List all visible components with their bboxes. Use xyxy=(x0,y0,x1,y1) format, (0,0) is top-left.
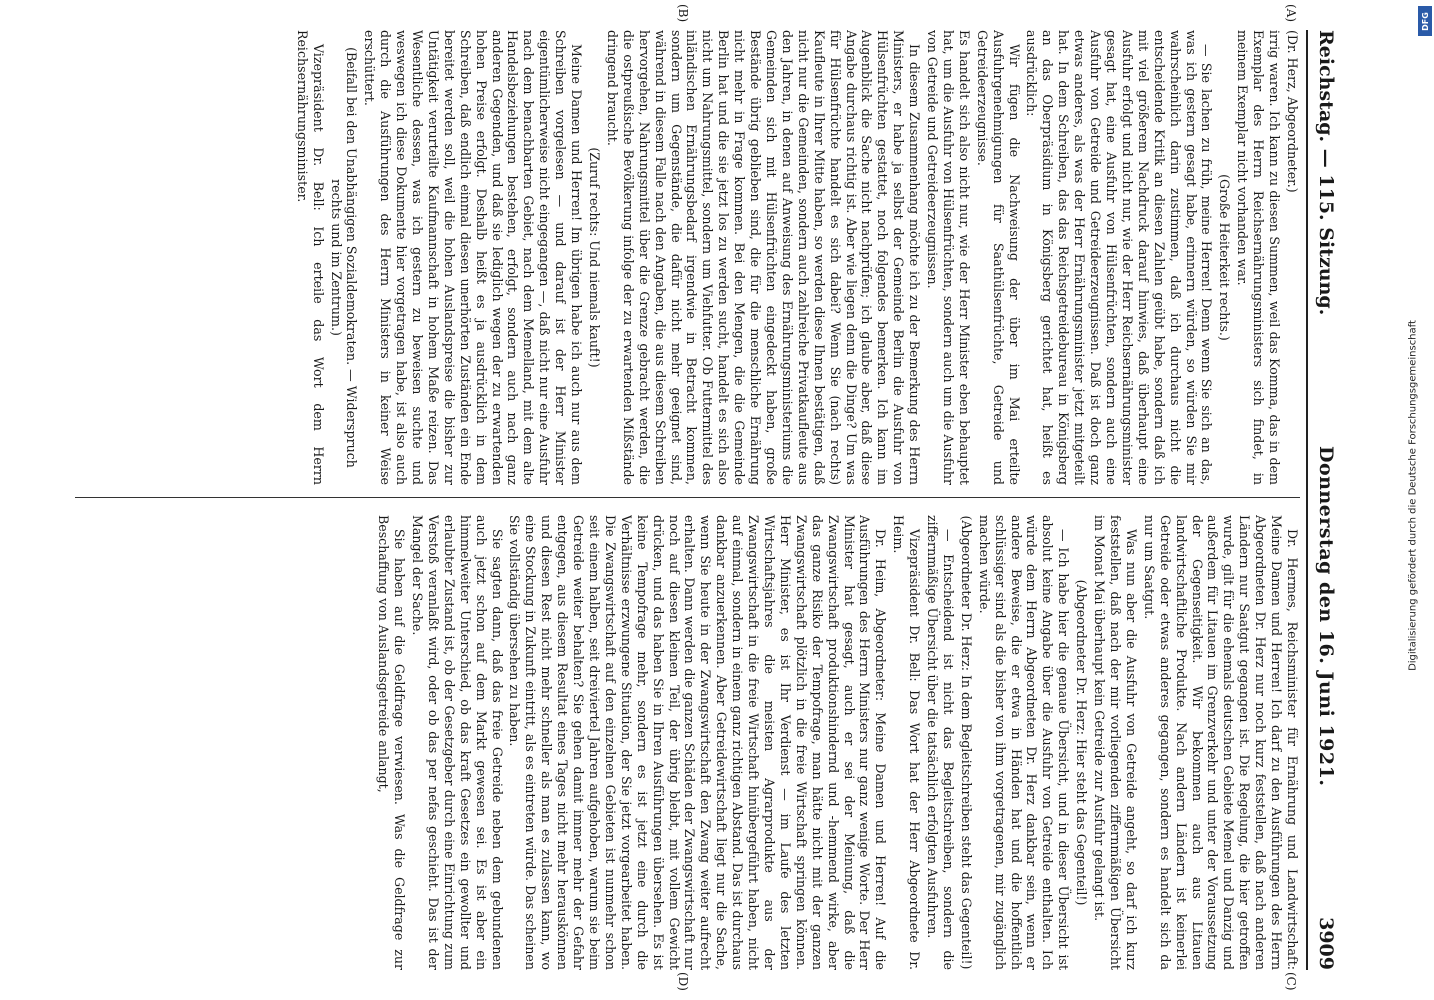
funding-note: Digitalisierung gefördert durch die Deutsche Forschungsgemeinschaft xyxy=(1407,320,1419,671)
section-marker-c: (C) xyxy=(1284,972,1298,991)
interjection: (Zuruf rechts: Und niemals kauft!) xyxy=(587,147,603,368)
paragraph: Dr. Hermes, Reichsminister für Ernährung und Landwirtschaft: Meine Damen und Herren! Ich darf zu den Ausführungen des Herrn Abgeordneten Dr. Herz nur noch kurz feststellen, daß nach anderen Ländern nur Saatgut gegangen ist. Die Regelung, die hier getroffen wurde, gilt für die ehemals deutschen Gebiete Memel und Danzig und außerdem für Litauen im Grenzverkehr und unter der Voraussetzung der Gegenseitigkeit. Wir bekommen auch aus Litauen landwirtschaftliche Produkte. Nach andern Ländern ist keinerlei Getreide oder etwas anderes gegangen, sondern es handelt sich da nur um Saatgut. xyxy=(1141,515,1300,970)
interjection: (Abgeordneter Dr. Herz: In dem Begleitschreiben steht das Gegenteil!) xyxy=(958,515,974,970)
dfg-logo-text: DFG xyxy=(1420,11,1430,31)
dfg-logo xyxy=(1418,6,1432,36)
newspaper-sheet xyxy=(50,0,1350,1000)
header-left: Reichstag. — 115. Sitzung. xyxy=(1315,30,1337,316)
section-marker-b: (B) xyxy=(676,4,690,23)
header-date: Donnerstag den 16. Juni 1921. xyxy=(1315,445,1337,787)
paragraph: Dr. Heim, Abgeordneter: Meine Damen und Herren! Auf die Ausführungen des Herrn Ministers nur ganz wenige Worte. Der Herr Minister hat gesagt, auch er sei der Meinung, daß die Zwangswirtschaft produktionshindernd und -hemmend wirke, aber das ganze Risiko der Tempofrage, man hätte nicht mit der ganzen Zwangswirtschaft plötzlich in die freie Wirtschaft springen können. Herr Minister, es ist Ihr Verdienst — im Laufe des letzten Wirtschaftsjahres die meisten Agrarprodukte aus der Zwangswirtschaft in die freie Wirtschaft hinübergeführt haben, nicht auf einmal, sondern in einem ganz richtigen Abstand. Das ist durchaus dankbar anzuerkennen. Aber Getreidewirtschaft liegt nur die Sache, wenn Sie heute in der Zwangswirtschaft den Zwang weiter aufrecht erhalten. Dann werden die ganzen Schäden der Zwangswirtschaft nur noch auf diesen kleinen Teil, der übrig bleibt, mit vollem Gewicht drücken, und das haben Sie in Ihren Ausführungen übersehen. Es ist keine Tempofrage mehr, sondern es ist jetzt eine durch die Verhältnisse erzwungene Situation, der Sie jetzt vorgearbeitet haben. Die Zwangswirtschaft auf den einzelnen Gebieten ist nunmehr schon seit einem halben, seit dreiviertel Jahren aufgehoben, warum sie beim Getreide weiter behalten? Sie gehen damit immer mehr der Gefahr entgegen, aus diesem Resultat eines Tages nicht mehr herauskönnen und diesen Rest nicht mehr schneller als man es zulassen kann, wo eine Stockung in Zukunft eintritt, als es eintreten würde. Das scheinen Sie vollständig übersehen zu haben. xyxy=(507,515,889,970)
paragraph: Sie sagten dann, daß das freie Getreide neben dem gebundenen auch jetzt schon auf dem Markt gewesen sei. Es ist aber ein himmelweiter Unterschied, ob das kraft Gesetzes ein gewollter und erlaubter Zustand ist, ob der Gesetzgeber durch eine Einrichtung zum Verstoß veranlaßt wird, oder ob das per nefas geschieht. Das ist der Mangel der Sache. xyxy=(410,515,505,970)
paragraph: — Ich habe hier die genaue Übersicht, und in dieser Übersicht ist absolut keine Angabe über die Ausfuhr von Getreide enthalten. Ich würde dem Herrn Abgeordneten Dr. Herz dankbar sein, wenn er andere Beweise, die er etwa in Händen hat und die hoffentlich schlüssiger sind als die bisher von ihm vorgetragenen, mir zugänglich machen würde. xyxy=(976,515,1072,970)
paragraph: Sie haben auf die Geldfrage verwiesen. Was die Geldfrage zur Beschaffung von Auslandsgetreide anlangt, xyxy=(376,515,408,970)
left-column xyxy=(70,30,1300,485)
quote: Wir fügen die Nachweisung der über im Mai erteilte Ausfuhrgenehmigungen für Saathülsenfrüchte, Getreide und Getreideerzeugnisse. xyxy=(974,30,1022,485)
paragraph: Vizepräsident Dr. Bell: Ich erteile das Wort dem Herrn Reichsernährungsminister. xyxy=(294,30,326,485)
section-marker-d: (D) xyxy=(676,972,690,991)
interjection: (Abgeordneter Dr. Herz: Hier steht das Gegenteil!) xyxy=(1074,579,1090,906)
paragraph: — Entscheidend ist nicht das Begleitschreiben, sondern die ziffernmäßige Übersicht über die tatsächlich erfolgten Ausfuhren. xyxy=(925,515,956,970)
paragraph: Meine Damen und Herren! Im übrigen habe ich auch nur aus dem Schreiben vorgelesen — und darauf ist der Herr Minister eigentümlicherweise nicht eingegangen —, daß nicht nur eine Ausfuhr nach dem benachbarten Gebiet, nach dem Memelland, mit dem alte Handelsbeziehungen bestehen, erfolgt, sondern auch nach ganz anderen Gegenden, und daß sie lediglich wegen der zu erwartenden hohen Preise erfolgt. Deshalb heißt es ja ausdrücklich in dem Schreiben, daß endlich einmal diesen unerhörten Zuständen ein Ende bereitet werden soll, weil die hohen Auslandspreise die bisher zur Untätigkeit verurteilte Kaufmannschaft in hohem Maße reizen. Das Wesentliche dessen, was ich gestern zu beweisen suchte und weswegen ich diese Dokumente hier vorgetragen habe, ist also auch durch die Ausführungen des Herrn Ministers in keiner Weise erschüttert. xyxy=(362,30,585,485)
right-column xyxy=(70,515,1300,970)
paragraph: Was nun aber die Ausfuhr von Getreide angeht, so darf ich kurz feststellen, daß nach der mir vorliegenden ziffernmäßigen Übersicht im Monat Mai überhaupt kein Getreide zur Ausfuhr gelangt ist. xyxy=(1092,515,1139,970)
interjection: (Beifall bei den Unabhängigen Sozialdemokraten. — Widerspruch rechts und im Zentrum.) xyxy=(328,47,360,468)
paragraph: Vizepräsident Dr. Bell: Das Wort hat der Herr Abgeordnete Dr. Heim. xyxy=(891,515,923,970)
paragraph: irrig waren. Ich kann zu diesen Summen, weil das Komma, das in dem Exemplar des Herrn Reichsernährungsministers sich findet, in meinem Exemplar nicht vorhanden war. xyxy=(1235,30,1283,485)
interjection: (Große Heiterkeit rechts.) xyxy=(1217,174,1233,341)
paragraph: In diesem Zusammenhang möchte ich zu der Bemerkung des Herrn Ministers, er habe ja selbst der Gemeinde Berlin die Ausfuhr von Hülsenfrüchten gestattet, noch folgendes bemerken. Ich kann im Augenblick die Sache nicht nachprüfen; ich glaube aber, daß diese Angabe durchaus richtig ist. Aber wie liegen denn die Dinge? Um was für Hülsenfrüchte handelt es sich dabei? Wenn Sie (nach rechts) Kaufleute in Ihrer Mitte haben, so werden diese Ihnen bestätigen, daß nicht nur die Gemeinden, sondern auch zahlreiche Privatkaufleute aus den Jahren, in denen auf Anweisung des Ernährungsministeriums die Gemeinden sich mit Hülsenfrüchten eingedeckt haben, große Bestände übrig geblieben sind, die für die menschliche Ernährung nicht mehr in Frage kommen. Bei den Mengen, die die Gemeinde Berlin hat und die sie jetzt los zu werden sucht, handelt es sich also nicht um Nahrungsmittel, sondern um Viehfutter. Ob Futtermittel des inländischen Ernährungsbedarf irgendwie in Betracht kommen, sondern um Gegenstände, die dafür nicht mehr geeignet sind, während in diesem Falle nach den Angaben, die aus diesem Schreiben hervorgehen, Nahrungsmittel über die Grenze gebracht werden, die die ostpreußische Bevölkerung infolge der zu erwartenden Mißstände dringend braucht. xyxy=(604,30,923,485)
digitization-note xyxy=(1388,10,1433,1000)
paragraph: Es handelt sich also nicht nur, wie der Herr Minister eben behauptet hat, um die Ausfuhr von Hülsenfrüchten, sondern auch um die Ausfuhr von Getreide und Getreideerzeugnissen. xyxy=(925,30,972,485)
paragraph: — Sie lachen zu früh, meine Herren! Denn wenn Sie sich an das, was ich gestern gesagt habe, erinnern würden, so würden Sie mir wahrscheinlich darin zustimmen, daß ich durchaus nicht die entscheidende Kritik an diesen Zahlen geübt habe, sondern daß ich mit viel größerem Nachdruck darauf hinwies, daß überhaupt eine Ausfuhr erfolgt und nicht nur, wie der Herr Reichsernährungsminister gesagt hat, eine Ausfuhr von Hülsenfrüchten, sondern auch eine Ausfuhr von Getreide und Getreideerzeugnissen. Daß ist doch ganz etwas anderes, als was der Herr Ernährungsminister jetzt mitgeteilt hat. In dem Schreiben, das das Reichsgetreidebureau in Königsberg an das Oberpräsidium in Königsberg gerichtet hat, heißt es ausdrücklich: xyxy=(1024,30,1215,485)
page-number: 3909 xyxy=(1315,917,1337,970)
page-header xyxy=(1306,30,1344,970)
section-marker-a: (A) xyxy=(1284,4,1298,23)
speaker-note: (Dr. Herz, Abgeordneter.) xyxy=(1285,30,1300,193)
column-divider xyxy=(75,497,1300,498)
